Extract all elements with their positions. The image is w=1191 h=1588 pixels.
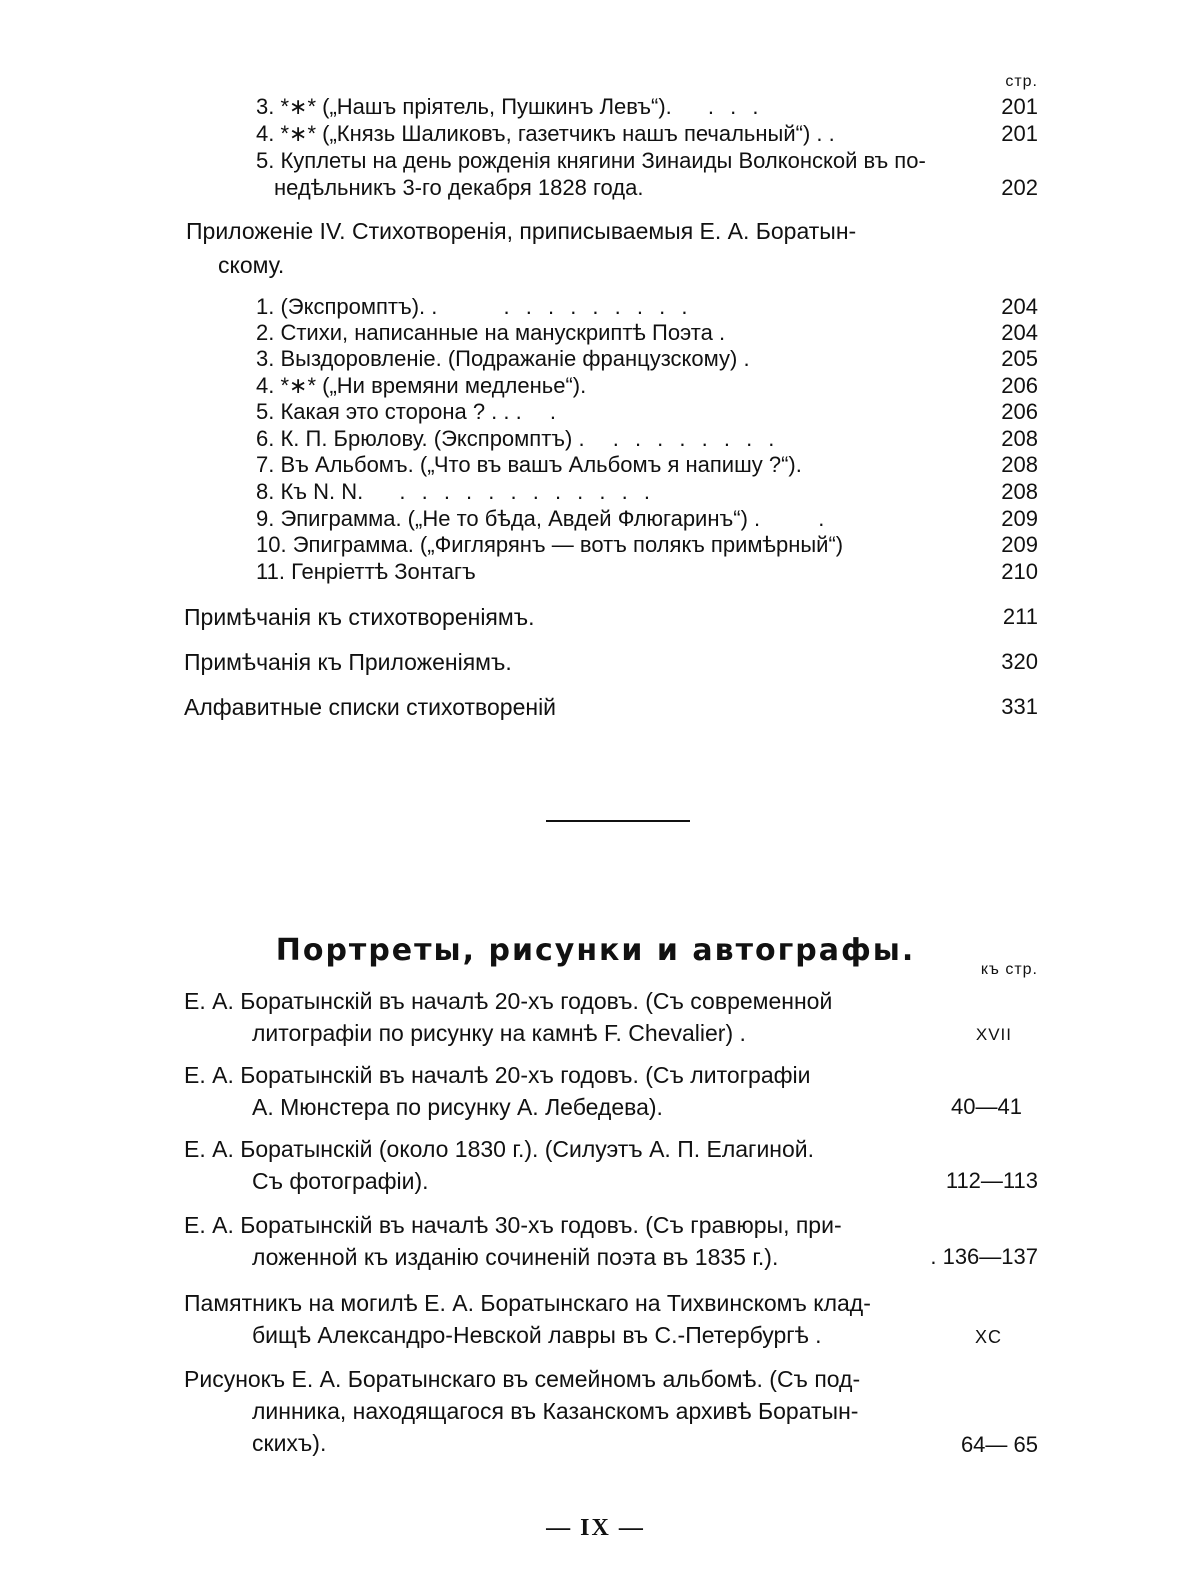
appendix-item-dots: . <box>818 506 830 531</box>
toc-item-3-dots: . . . <box>707 94 764 119</box>
appendix-item-page: 204 <box>1001 320 1038 345</box>
appendix-item-text: 1. (Экспромптъ). . <box>256 294 438 319</box>
portrait-entry-line: Рисунокъ Е. А. Боратынскаго въ семейномъ альбомѣ. (Съ под- <box>184 1366 861 1392</box>
toc-item-5-page: 202 <box>1001 175 1038 200</box>
appendix-item-page: 208 <box>1001 452 1038 477</box>
appendix-item-text: 9. Эпиграмма. („Не то бѣда, Авдей Флюгаринъ“) . <box>256 506 761 531</box>
portrait-entry-line: Съ фотографіи). <box>252 1168 429 1194</box>
appendix-item-page: 208 <box>1001 479 1038 504</box>
portrait-entry-page: XC <box>974 1327 1002 1347</box>
toc-alphabetical-lists: Алфавитные списки стихотвореній <box>184 694 557 720</box>
portrait-entry-page: 40—41 <box>951 1094 1022 1119</box>
toc-alphabetical-lists-page: 331 <box>1001 694 1038 719</box>
portrait-entry-page: 64— 65 <box>960 1432 1038 1457</box>
portrait-entry-line: Памятникъ на могилѣ Е. А. Боратынскаго на Тихвинскомъ клад- <box>184 1290 871 1316</box>
appendix-item: 10. Эпиграмма. („Фиглярянъ — вотъ полякъ примѣрный“) <box>256 532 844 557</box>
appendix-item <box>256 426 779 452</box>
toc-item-3-text: 3. *∗* („Нашъ пріятель, Пушкинъ Левъ“). <box>256 94 672 119</box>
portrait-entry-line: Е. А. Боратынскій въ началѣ 20-хъ годовъ. (Съ современной <box>184 988 833 1014</box>
appendix-item-page: 206 <box>1001 373 1038 398</box>
portrait-entry-page: 112—113 <box>945 1168 1038 1193</box>
portrait-entry-page: . 136—137 <box>930 1244 1038 1269</box>
appendix-item-text: 6. К. П. Брюлову. (Экспромптъ) . <box>256 426 585 451</box>
appendix-item-text: 8. Къ N. N. <box>256 479 364 504</box>
appendix-item-dots: . . . . . . . . <box>612 426 780 451</box>
appendix-item-page: 208 <box>1001 426 1038 451</box>
appendix-item-dots: . . . . . . . . . . . . <box>399 479 655 504</box>
appendix-iv-heading-line1: Приложеніе IV. Стихотворенія, приписываемыя Е. А. Боратын- <box>186 218 857 244</box>
toc-notes-poems-page: 211 <box>1002 604 1038 629</box>
portraits-page-column-header: къ стр. <box>980 961 1038 978</box>
appendix-item-page: 210 <box>1001 559 1038 584</box>
appendix-item-page: 209 <box>1001 506 1038 531</box>
appendix-item: 11. Генріеттѣ Зонтагъ <box>256 559 476 584</box>
appendix-item-dots: . . . . . . . . . <box>503 294 693 319</box>
appendix-item: 2. Стихи, написанные на манускриптѣ Поэта . <box>256 320 726 345</box>
toc-notes-poems: Примѣчанія къ стихотвореніямъ. <box>184 604 535 630</box>
toc-item-5-line2: недѣльникъ 3-го декабря 1828 года. <box>274 175 644 200</box>
appendix-item: 3. Выздоровленіе. (Подражаніе французскому) . <box>256 346 750 371</box>
portrait-entry-line: бищѣ Александро-Невской лавры въ С.-Петербургѣ . <box>252 1322 822 1348</box>
page-number: — IX — <box>546 1515 645 1541</box>
toc-item-3 <box>256 94 763 120</box>
portraits-section-title: Портреты, рисунки и автографы. <box>275 933 916 968</box>
toc-item-4-page: 201 <box>1001 121 1038 146</box>
portrait-entry-line: литографіи по рисунку на камнѣ F. Chevalier) . <box>252 1020 746 1046</box>
appendix-item-page: 206 <box>1001 399 1038 424</box>
appendix-item <box>256 479 655 505</box>
appendix-iv-heading-line2: скому. <box>218 252 285 278</box>
appendix-item: 4. *∗* („Ни времяни медленье“). <box>256 373 587 398</box>
appendix-item <box>256 294 692 320</box>
toc-notes-appendices-page: 320 <box>1001 649 1038 674</box>
page-column-header: стр. <box>1005 73 1038 90</box>
portrait-entry-line: Е. А. Боратынскій въ началѣ 30-хъ годовъ. (Съ гравюры, при- <box>184 1212 842 1238</box>
appendix-item-dots: . <box>549 399 561 424</box>
section-divider <box>546 820 690 822</box>
portrait-entry-line: Е. А. Боратынскій въ началѣ 20-хъ годовъ. (Съ литографіи <box>184 1062 811 1088</box>
toc-item-3-page: 201 <box>1001 94 1038 119</box>
appendix-item-page: 209 <box>1001 532 1038 557</box>
appendix-item-page: 204 <box>1001 294 1038 319</box>
appendix-item <box>256 399 561 425</box>
appendix-item-text: 5. Какая это сторона ? . . . <box>256 399 522 424</box>
portrait-entry-line: скихъ). <box>252 1430 327 1456</box>
portrait-entry-line: линника, находящагося въ Казанскомъ архивѣ Боратын- <box>252 1398 859 1424</box>
portrait-entry-line: Е. А. Боратынскій (около 1830 г.). (Силуэтъ А. П. Елагиной. <box>184 1136 815 1162</box>
portrait-entry-line: А. Мюнстера по рисунку А. Лебедева). <box>252 1094 663 1120</box>
appendix-item <box>256 506 829 532</box>
portrait-entry-page: XVII <box>975 1025 1012 1044</box>
toc-item-4: 4. *∗* („Князь Шаликовъ, газетчикъ нашъ печальный“) . . <box>256 121 835 146</box>
appendix-item-page: 205 <box>1001 346 1038 371</box>
appendix-item: 7. Въ Альбомъ. („Что въ вашъ Альбомъ я напишу ?“). <box>256 452 802 477</box>
portrait-entry-line: ложенной къ изданію сочиненій поэта въ 1835 г.). <box>252 1244 779 1270</box>
toc-notes-appendices: Примѣчанія къ Приложеніямъ. <box>184 649 512 675</box>
toc-item-5-line1: 5. Куплеты на день рожденія княгини Зинаиды Волконской въ по- <box>256 148 926 173</box>
